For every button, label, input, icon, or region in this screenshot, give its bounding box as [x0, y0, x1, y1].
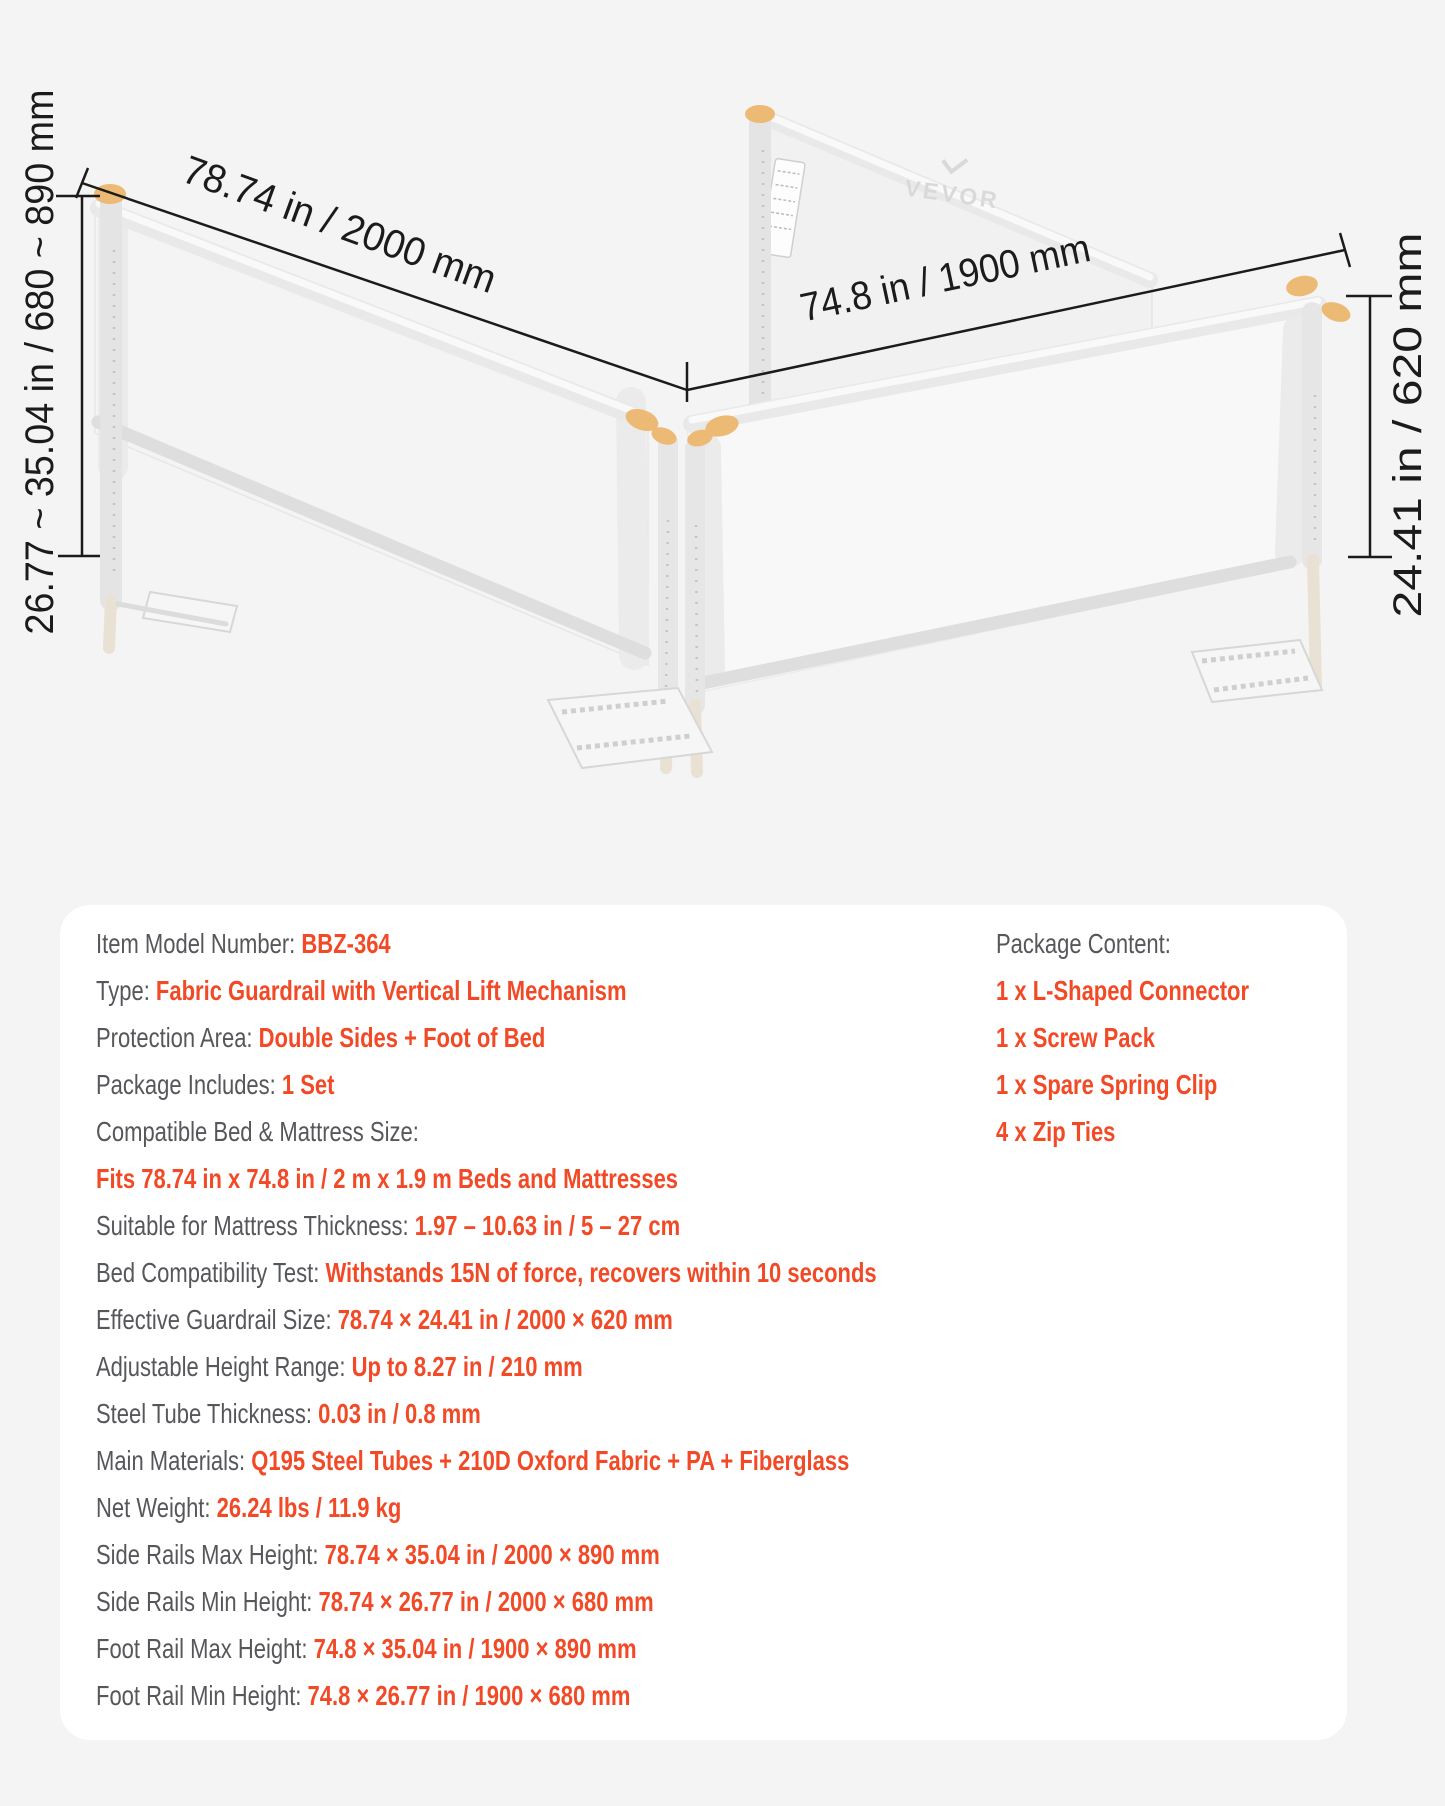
spec-row — [96, 1296, 877, 1343]
spec-label: Package Content: — [996, 928, 1171, 959]
spec-row — [96, 1484, 877, 1531]
spec-value: BBZ-364 — [301, 928, 391, 959]
spec-row — [96, 1672, 877, 1719]
spec-value: Up to 8.27 in / 210 mm — [351, 1351, 583, 1382]
spec-label: Side Rails Max Height: — [96, 1539, 325, 1570]
spec-value: 1.97 – 10.63 in / 5 – 27 cm — [414, 1210, 681, 1241]
spec-label: Side Rails Min Height: — [96, 1586, 319, 1617]
spec-value: Q195 Steel Tubes + 210D Oxford Fabric + PA + Fiberglass — [251, 1445, 850, 1476]
spec-value: 1 x Spare Spring Clip — [996, 1069, 1218, 1100]
spec-row — [96, 1343, 877, 1390]
spec-label: Suitable for Mattress Thickness: — [96, 1210, 415, 1241]
spec-row — [996, 1108, 1249, 1155]
spec-row — [996, 920, 1249, 967]
spec-value: 0.03 in / 0.8 mm — [318, 1398, 481, 1429]
spec-row — [96, 1155, 877, 1202]
spec-value: 1 x L-Shaped Connector — [996, 975, 1250, 1006]
spec-value: 78.74 × 26.77 in / 2000 × 680 mm — [318, 1586, 654, 1617]
spec-row — [96, 1061, 877, 1108]
spec-row — [96, 1249, 877, 1296]
spec-value: 4 x Zip Ties — [996, 1116, 1116, 1147]
spec-value: 78.74 × 24.41 in / 2000 × 620 mm — [337, 1304, 673, 1335]
spec-row — [96, 1437, 877, 1484]
side-height-label: 26.77 ~ 35.04 in / 680 ~ 890 mm — [18, 56, 62, 635]
spec-row — [996, 1061, 1249, 1108]
spec-label: Steel Tube Thickness: — [96, 1398, 319, 1429]
spec-label: Type: — [96, 975, 156, 1006]
spec-value: Withstands 15N of force, recovers within 10 seconds — [325, 1257, 877, 1288]
spec-row — [96, 1390, 877, 1437]
right-baseplate — [1192, 640, 1322, 702]
spec-value: 1 x Screw Pack — [996, 1022, 1156, 1053]
spec-panel — [60, 905, 1347, 1740]
spec-row — [96, 1531, 877, 1578]
spec-row — [996, 967, 1249, 1014]
spec-value: 78.74 × 35.04 in / 2000 × 890 mm — [324, 1539, 660, 1570]
spec-row — [96, 920, 877, 967]
spec-row — [96, 1108, 877, 1155]
svg-text:VEVOR: VEVOR — [903, 174, 1002, 214]
spec-label: Foot Rail Min Height: — [96, 1680, 308, 1711]
spec-row — [96, 1202, 877, 1249]
side-length-label: 78.74 in / 2000 mm — [176, 147, 514, 307]
spec-label: Item Model Number: — [96, 928, 302, 959]
foot-length-label: 74.8 in / 1900 mm — [796, 220, 1119, 331]
spec-row — [996, 1014, 1249, 1061]
spec-value: 74.8 × 26.77 in / 1900 × 680 mm — [307, 1680, 631, 1711]
spec-row — [96, 967, 877, 1014]
spec-label: Foot Rail Max Height: — [96, 1633, 314, 1664]
spec-row — [96, 1625, 877, 1672]
spec-value: 26.24 lbs / 11.9 kg — [216, 1492, 402, 1523]
spec-left-column — [96, 920, 877, 1719]
spec-label: Net Weight: — [96, 1492, 217, 1523]
spec-label: Effective Guardrail Size: — [96, 1304, 338, 1335]
spec-label: Protection Area: — [96, 1022, 259, 1053]
spec-label: Adjustable Height Range: — [96, 1351, 352, 1382]
spec-row — [96, 1014, 877, 1061]
spec-right-column — [996, 920, 1249, 1155]
spec-label: Main Materials: — [96, 1445, 252, 1476]
spec-value: 1 Set — [281, 1069, 335, 1100]
spec-value: Double Sides + Foot of Bed — [258, 1022, 546, 1053]
spec-row — [96, 1578, 877, 1625]
spec-label: Bed Compatibility Test: — [96, 1257, 326, 1288]
spec-value: Fits 78.74 in x 74.8 in / 2 m x 1.9 m Beds and Mattresses — [96, 1163, 679, 1194]
spec-value: 74.8 × 35.04 in / 1900 × 890 mm — [313, 1633, 637, 1664]
spec-label: Compatible Bed & Mattress Size: — [96, 1116, 419, 1147]
spec-label: Package Includes: — [96, 1069, 282, 1100]
rail-height-label: 24.41 in / 620 mm — [1386, 297, 1430, 618]
spec-value: Fabric Guardrail with Vertical Lift Mechanism — [155, 975, 627, 1006]
